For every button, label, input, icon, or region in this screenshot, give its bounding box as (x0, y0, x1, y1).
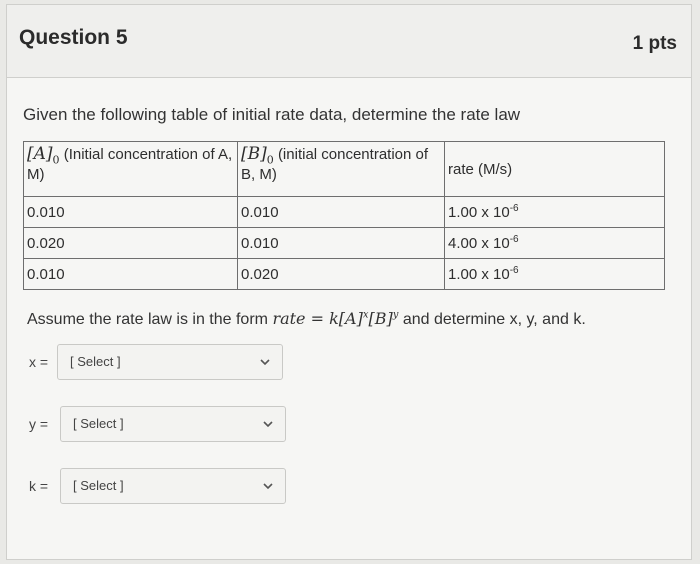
question-header (7, 5, 691, 78)
cell-a: 0.020 (24, 228, 238, 259)
a-description: (Initial concentration of A, M) (27, 146, 233, 184)
rate-law-equation: rate = $k[A]^x[B]^y$ (272, 309, 399, 328)
chevron-down-icon (261, 417, 275, 431)
b-subscript: 0 (266, 153, 274, 167)
y-select-value: [ Select ] (73, 416, 124, 431)
x-label: x = (29, 354, 49, 370)
cell-rate: 1.00 x $10^{-6}$ (445, 197, 665, 228)
cell-rate: 4.00 x $10^{-6}$ (445, 228, 665, 259)
table-row (24, 259, 665, 290)
table-header-row (24, 142, 665, 197)
question-points: 1 pts (632, 33, 677, 54)
header-b (238, 142, 445, 197)
a-subscript: 0 (52, 153, 60, 167)
question-prompt: Given the following table of initial rate data, determine the rate law (23, 105, 521, 124)
cell-rate: 1.00 x $10^{-6}$ (445, 259, 665, 290)
cell-b: 0.010 (238, 197, 445, 228)
header-a (24, 142, 238, 197)
k-select[interactable] (60, 468, 286, 504)
b-description: (initial concentration of B, M) (241, 146, 429, 184)
k-select-value: [ Select ] (73, 478, 124, 493)
cell-a: 0.010 (24, 197, 238, 228)
cell-b: 0.010 (238, 228, 445, 259)
y-label: y = (29, 416, 49, 432)
question-card (6, 4, 692, 560)
chevron-down-icon (261, 479, 275, 493)
rate-data-table (23, 141, 665, 290)
x-select[interactable] (57, 344, 283, 380)
table-row (24, 228, 665, 259)
x-select-value: [ Select ] (70, 354, 121, 369)
header-rate: rate (M/s) (445, 142, 665, 197)
question-title: Question 5 (19, 26, 128, 49)
y-select[interactable] (60, 406, 286, 442)
cell-b: 0.020 (238, 259, 445, 290)
b-symbol: [B] (241, 144, 267, 164)
table-row (24, 197, 665, 228)
chevron-down-icon (258, 355, 272, 369)
k-label: k = (29, 478, 49, 494)
cell-a: 0.010 (24, 259, 238, 290)
instructions: Assume the rate law is in the form rate = $k[A]^x[B]^y$ and determine x, y, and k. (27, 309, 586, 328)
a-symbol: [A] (27, 144, 53, 164)
